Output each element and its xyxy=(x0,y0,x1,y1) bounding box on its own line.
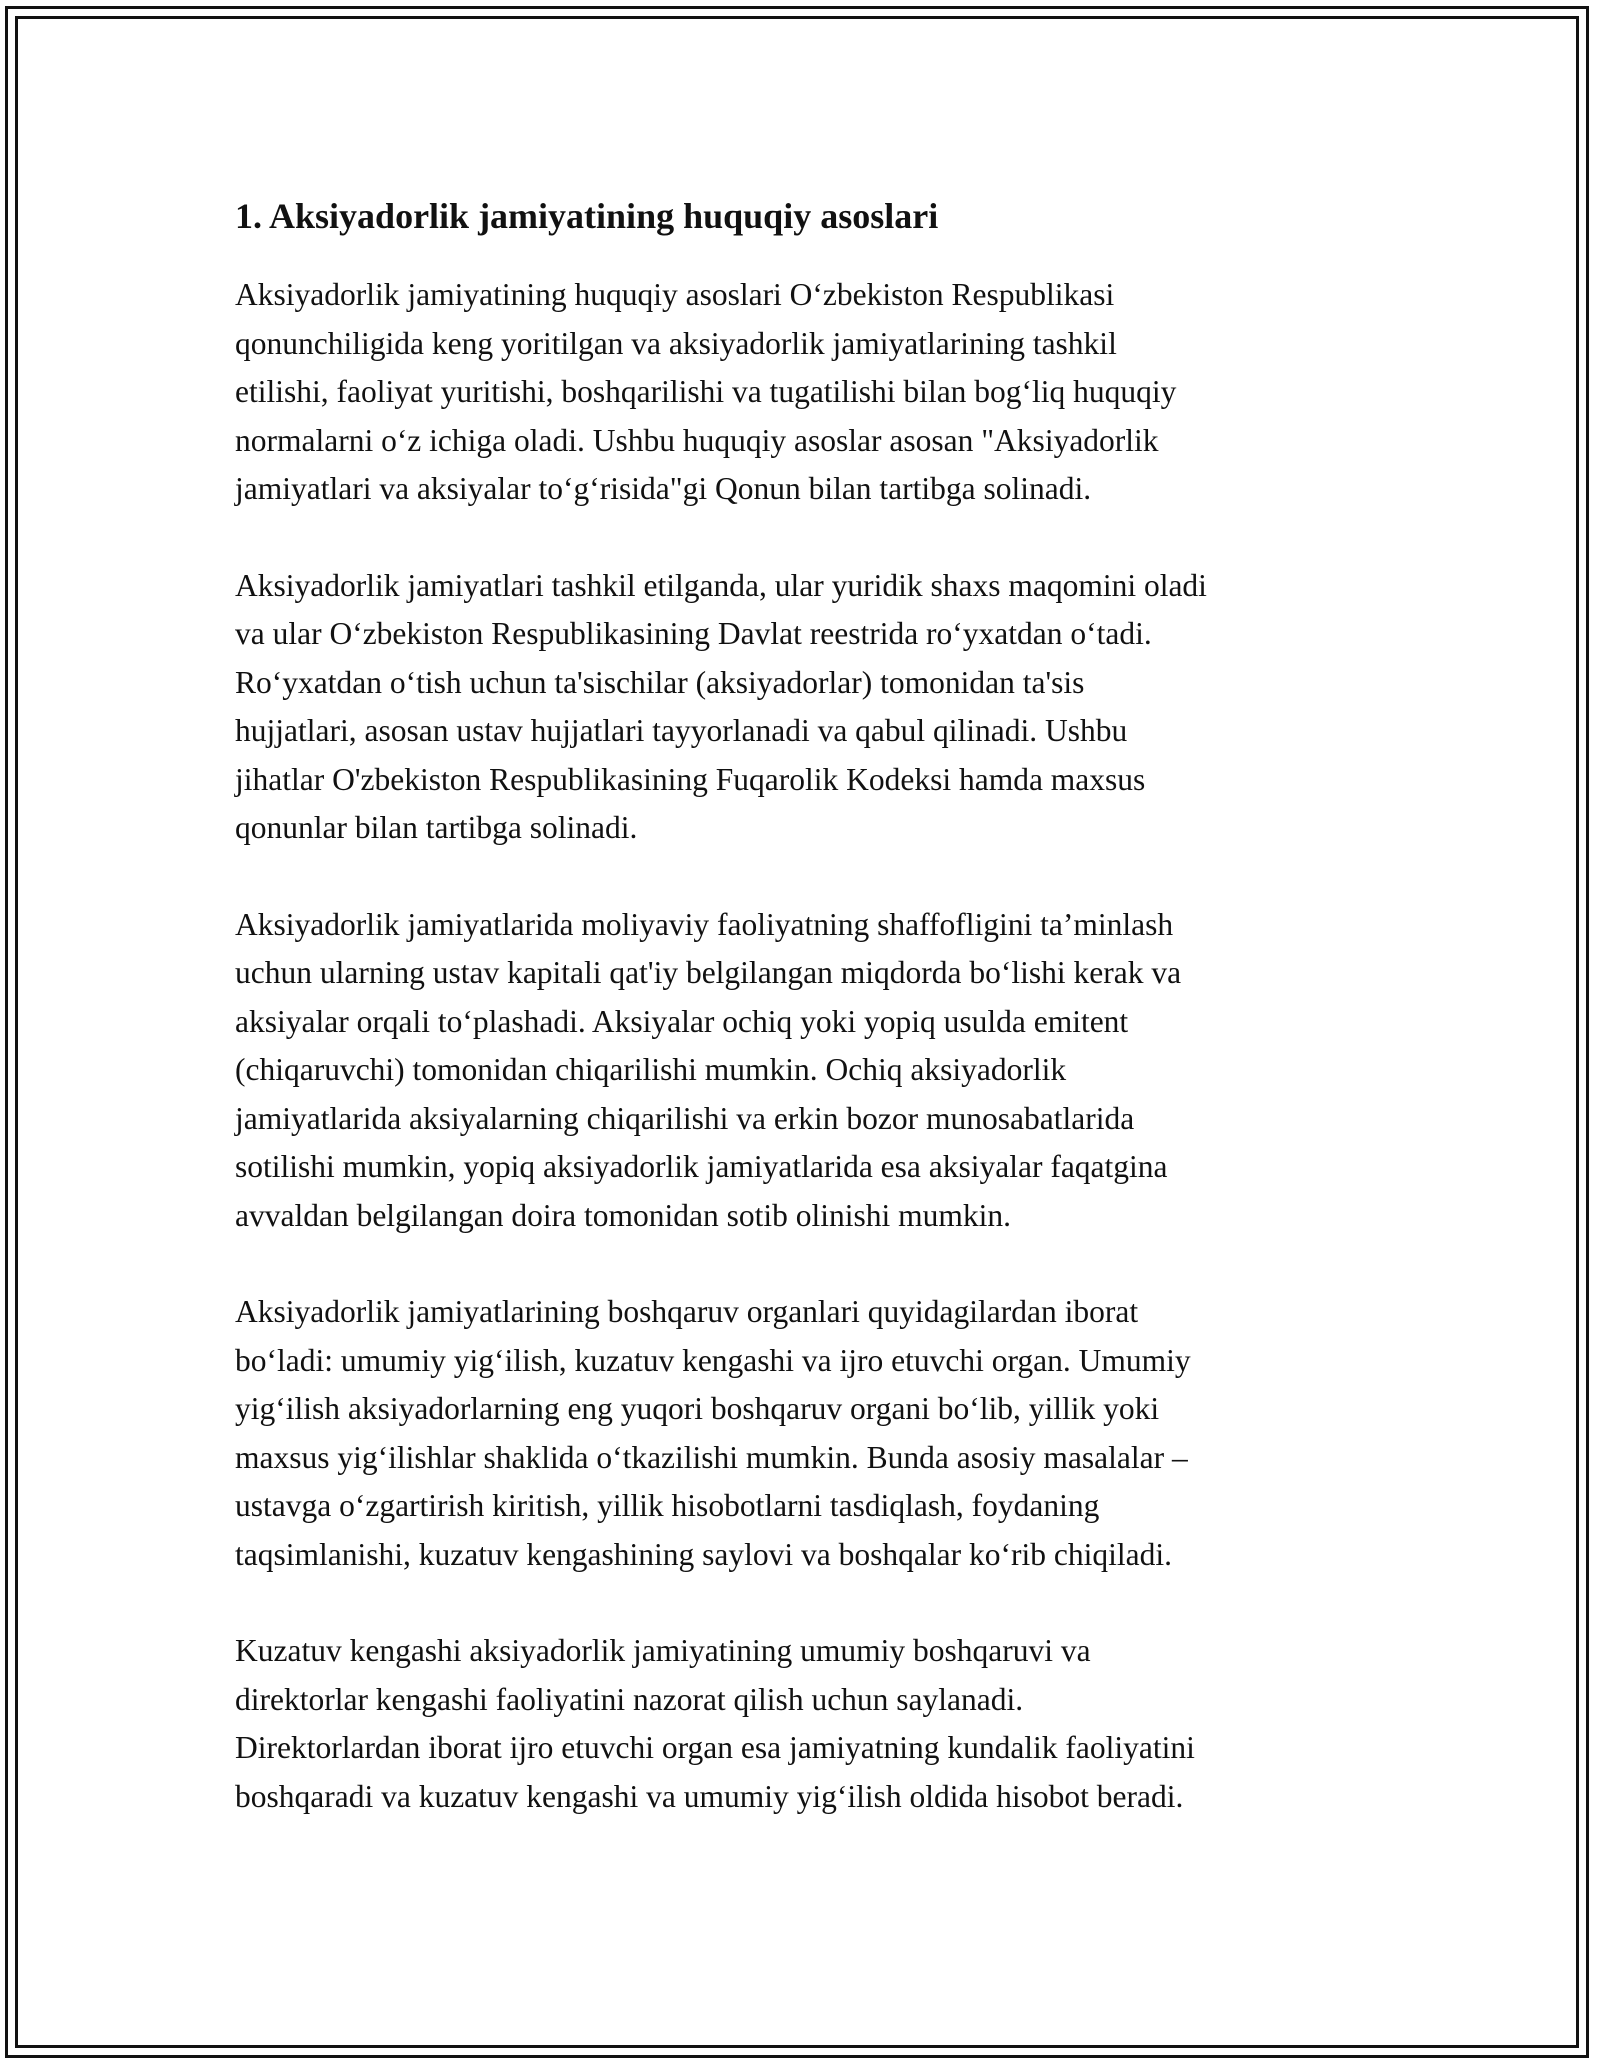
paragraph-capital: Aksiyadorlik jamiyatlarida moliyaviy faoliyatning shaffofligini ta’minlash uchun ularning ustav kapitali qat'iy belgilangan miqdorda bo‘lishi kerak va aksiyalar orqali to‘plashadi. Aksiyalar ochiq yoki yopiq usulda emitent (chiqaruvchi) tomonidan chiqarilishi mumkin. Ochiq aksiyadorlik jamiyatlarida aksiyalarning chiqarilishi va erkin bozor munosabatlarida sotilishi mumkin, yopiq aksiyadorlik jamiyatlarida esa aksiyalar faqatgina avvaldan belgilangan doira tomonidan sotib olinishi mumkin. xyxy=(235,906,1182,1233)
paragraph-governance: Aksiyadorlik jamiyatlarining boshqaruv organlari quyidagilardan iborat bo‘ladi: umumiy yig‘ilish, kuzatuv kengashi va ijro etuvchi organ. Umumiy yig‘ilish aksiyadorlarning eng yuqori boshqaruv organi bo‘lib, yillik yoki maxsus yig‘ilishlar shaklida o‘tkazilishi mumkin. Bunda asosiy masalalar – ustavga o‘zgartirish kiritish, yillik hisobotlarni tasdiqlash, foydaning taqsimlanishi, kuzatuv kengashining saylovi va boshqalar ko‘rib chiqiladi. xyxy=(235,1294,1191,1572)
document-body xyxy=(235,183,1375,1869)
section-heading: 1. Aksiyadorlik jamiyatining huquqiy asoslari xyxy=(235,196,939,236)
paragraph-registration: Aksiyadorlik jamiyatlari tashkil etilganda, ular yuridik shaxs maqomini oladi va ular O‘zbekiston Respublikasining Davlat reestrida ro‘yxatdan o‘tadi. Ro‘yxatdan o‘tish uchun ta'sischilar (aksiyadorlar) tomonidan ta'sis hujjatlari, asosan ustav hujjatlari tayyorlanadi va qabul qilinadi. Ushbu jihatlar O'zbekiston Respublikasining Fuqarolik Kodeksi hamda maxsus qonunlar bilan tartibga solinadi. xyxy=(235,567,1207,845)
paragraph-legal-basis: Aksiyadorlik jamiyatining huquqiy asoslari O‘zbekiston Respublikasi qonunchiligida keng yoritilgan va aksiyadorlik jamiyatlarining tashkil etilishi, faoliyat yuritishi, boshqarilishi va tugatilishi bilan bog‘liq huquqiy normalarni o‘z ichiga oladi. Ushbu huquqiy asoslar asosan "Aksiyadorlik jamiyatlari va aksiyalar to‘g‘risida"gi Qonun bilan tartibga solinadi. xyxy=(235,277,1177,506)
paragraph-supervisory-board: Kuzatuv kengashi aksiyadorlik jamiyatining umumiy boshqaruvi va direktorlar kengashi faoliyatini nazorat qilish uchun saylanadi. Direktorlardan iborat ijro etuvchi organ esa jamiyatning kundalik faoliyatini boshqaradi va kuzatuv kengashi va umumiy yig‘ilish oldida hisobot beradi. xyxy=(235,1633,1195,1814)
